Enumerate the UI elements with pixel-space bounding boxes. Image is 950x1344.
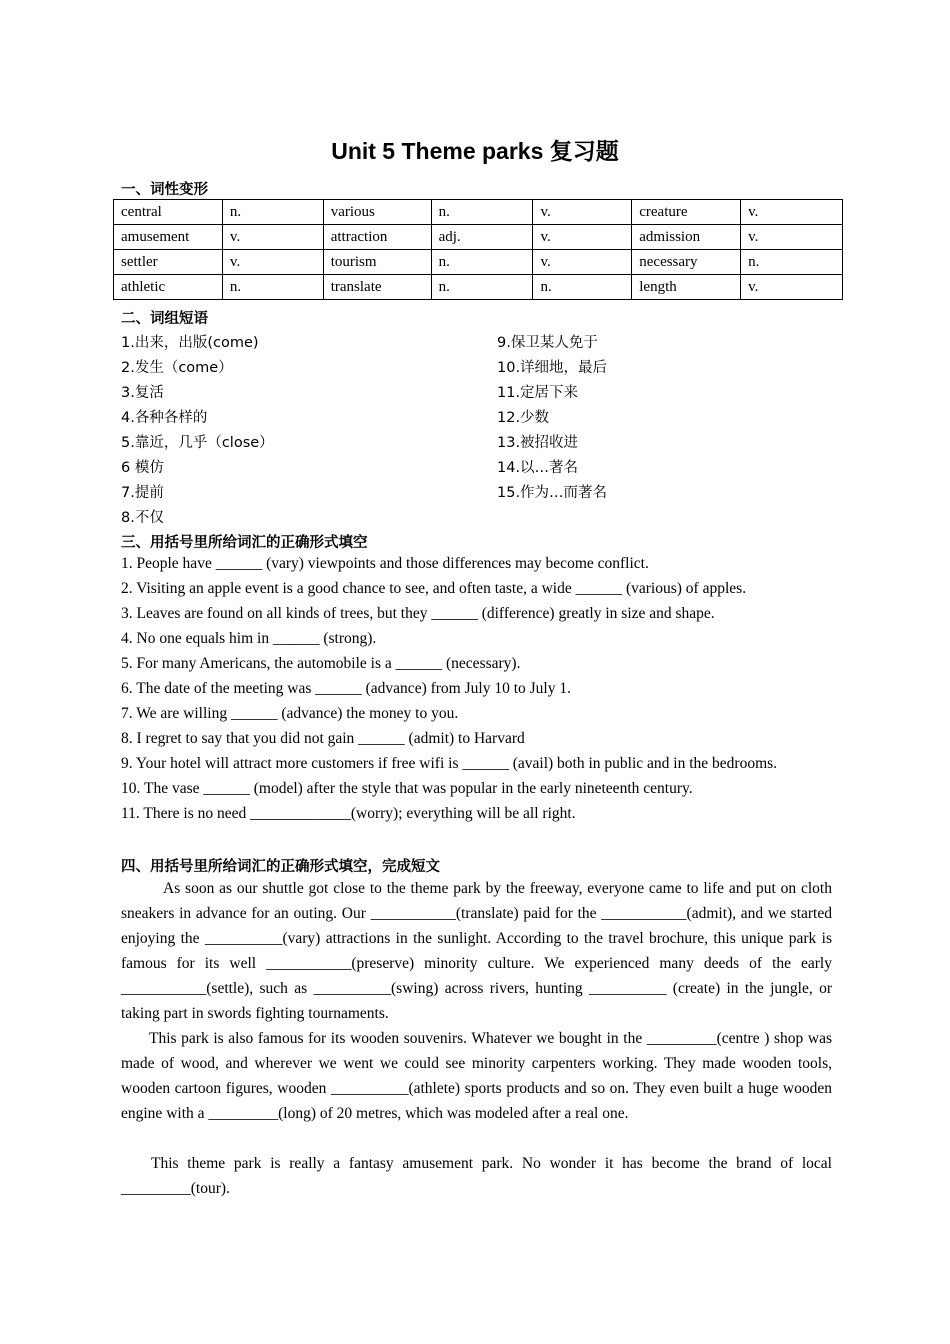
passage-paragraph: This park is also famous for its wooden souvenirs. Whatever we bought in the _________(centre ) shop was made of wood, and wherever we went we could see minority carpenters working. They made wooden tools, wooden cartoon figures, wooden __________(athlete) sports products and so on. They even built a huge wooden engine with a _________(long) of 20 metres, which was modeled after a real one. [121, 1030, 832, 1122]
exercise-item: 11. There is no need _____________(worry); everything will be all right. [121, 805, 576, 822]
page-title: Unit 5 Theme parks 复习题 [331, 138, 619, 164]
table-cell: n. [431, 275, 533, 300]
passage-paragraph: This theme park is really a fantasy amusement park. No wonder it has become the brand of local _________(tour). [121, 1155, 832, 1197]
exercise-item: 9. Your hotel will attract more customers if free wifi is ______ (avail) both in public and in the bedrooms. [121, 755, 778, 772]
table-cell: n. [222, 275, 323, 300]
exercise-item: 4. No one equals him in ______ (strong). [121, 630, 377, 647]
exercise-item: 6. The date of the meeting was ______ (advance) from July 10 to July 1. [121, 680, 571, 697]
table-cell: v. [533, 225, 632, 250]
table-cell: creature [632, 200, 741, 225]
section-2-heading: 二、词组短语 [121, 311, 208, 327]
phrase-item: 4.各种各样的 [121, 410, 208, 426]
table-cell: v. [533, 250, 632, 275]
exercise-item: 2. Visiting an apple event is a good chance to see, and often taste, a wide ______ (various) of apples. [121, 580, 747, 597]
phrase-item: 5.靠近，几乎（close） [121, 435, 274, 451]
phrase-item: 7.提前 [121, 485, 164, 501]
phrase-item: 3.复活 [121, 385, 164, 401]
exercise-item: 7. We are willing ______ (advance) the money to you. [121, 705, 459, 722]
section-1-heading: 一、词性变形 [121, 182, 208, 198]
table-cell: necessary [632, 250, 741, 275]
exercise-item: 8. I regret to say that you did not gain ______ (admit) to Harvard [121, 730, 525, 747]
phrase-item: 8.不仅 [121, 510, 164, 526]
phrase-item: 6 模仿 [121, 460, 164, 476]
table-cell: v. [741, 275, 843, 300]
phrase-item: 10.详细地，最后 [497, 360, 608, 376]
exercise-item: 10. The vase ______ (model) after the style that was popular in the early nineteenth century. [121, 780, 693, 797]
table-cell: length [632, 275, 741, 300]
table-cell: various [323, 200, 431, 225]
table-cell: n. [533, 275, 632, 300]
table-row [114, 250, 843, 275]
table-row [114, 275, 843, 300]
phrase-item: 1.出来，出版(come) [121, 335, 259, 351]
exercise-item: 1. People have ______ (vary) viewpoints and those differences may become conflict. [121, 555, 649, 572]
phrase-item: 14.以…著名 [497, 460, 579, 476]
table-cell: admission [632, 225, 741, 250]
table-cell: adj. [431, 225, 533, 250]
table-cell: v. [741, 225, 843, 250]
passage-paragraph: As soon as our shuttle got close to the theme park by the freeway, everyone came to life and put on cloth sneakers in advance for an outing. Our ___________(translate) paid for the ___________(admit), and we started enjoying the __________(vary) attractions in the sunlight. According to the travel brochure, this unique park is famous for its well ___________(preserve) minority culture. We experienced many deeds of the early ___________(settle), such as __________(swing) across rivers, hunting __________ (create) in the jungle, or taking part in swords fighting tournaments. [121, 880, 832, 1022]
table-cell: tourism [323, 250, 431, 275]
table-cell: n. [431, 200, 533, 225]
section-4-heading: 四、用括号里所给词汇的正确形式填空，完成短文 [121, 859, 440, 875]
table-cell: v. [533, 200, 632, 225]
phrase-item: 12.少数 [497, 410, 550, 426]
phrase-item: 13.被招收进 [497, 435, 579, 451]
table-cell: attraction [323, 225, 431, 250]
phrase-item: 15.作为…而著名 [497, 485, 608, 501]
phrase-item: 9.保卫某人免于 [497, 335, 598, 351]
table-cell: n. [741, 250, 843, 275]
word-form-table [113, 199, 843, 300]
exercise-item: 3. Leaves are found on all kinds of trees, but they ______ (difference) greatly in size and shape. [121, 605, 715, 622]
table-cell: settler [114, 250, 223, 275]
table-cell: athletic [114, 275, 223, 300]
table-cell: v. [222, 250, 323, 275]
section-3-heading: 三、用括号里所给词汇的正确形式填空 [121, 535, 368, 551]
table-cell: n. [431, 250, 533, 275]
table-cell: n. [222, 200, 323, 225]
phrase-item: 11.定居下来 [497, 385, 579, 401]
phrase-item: 2.发生（come） [121, 360, 233, 376]
table-cell: v. [741, 200, 843, 225]
table-row [114, 225, 843, 250]
exercise-item: 5. For many Americans, the automobile is a ______ (necessary). [121, 655, 521, 672]
table-row [114, 200, 843, 225]
table-cell: central [114, 200, 223, 225]
table-cell: amusement [114, 225, 223, 250]
table-cell: translate [323, 275, 431, 300]
table-cell: v. [222, 225, 323, 250]
